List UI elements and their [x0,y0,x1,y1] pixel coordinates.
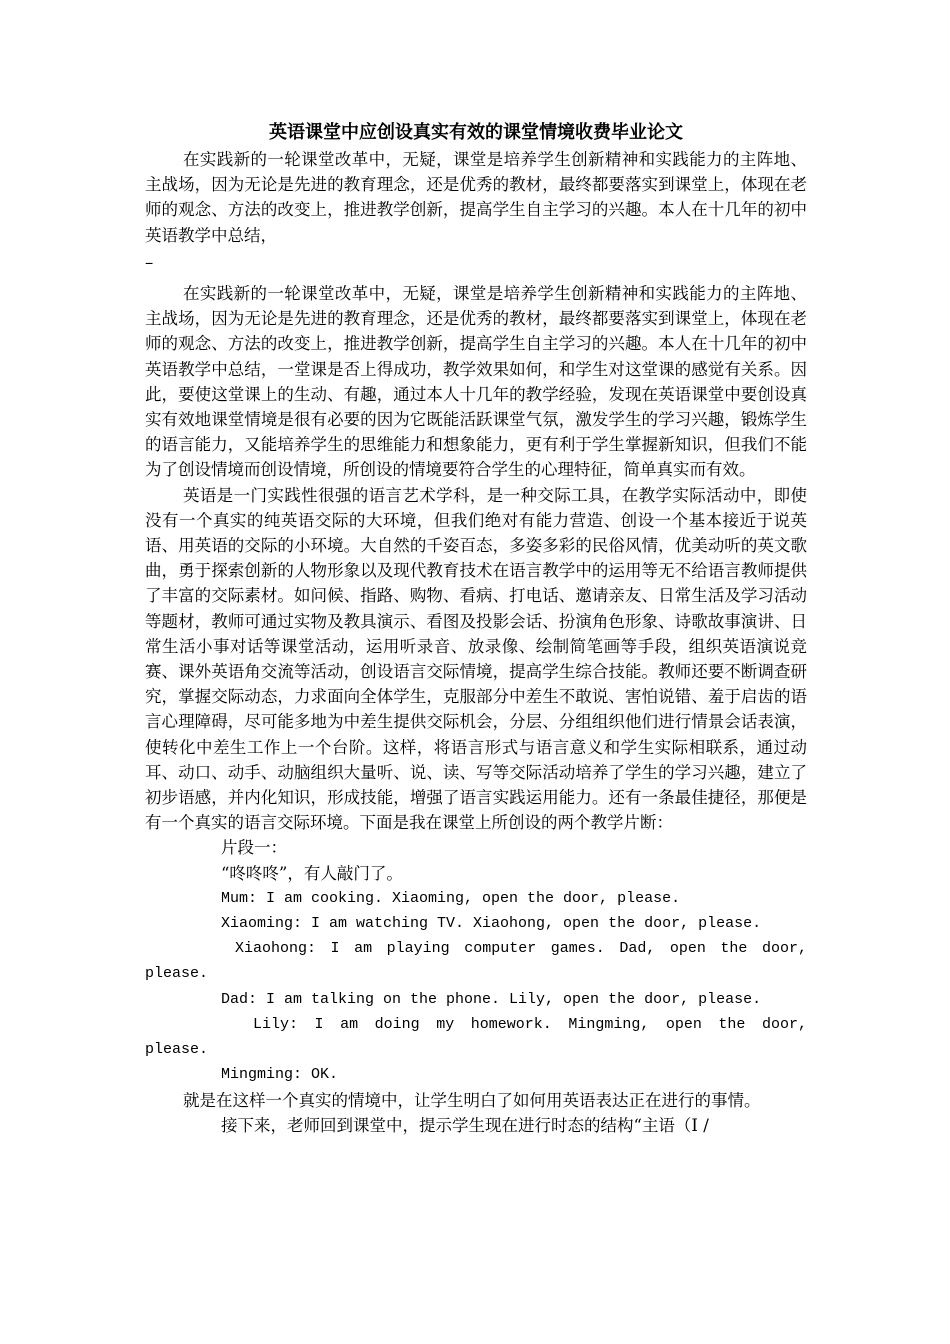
dialogue-line-mingming: Mingming: OK. [221,1066,339,1084]
dialogue-line-xiaohong: Xiaohong: I am playing computer games. Dad, open the door, please. [145,940,807,983]
dialogue-line-mum: Mum: I am cooking. Xiaoming, open the door, please. [221,889,681,907]
dialogue-heading: 片段一： [221,838,287,858]
body-paragraph-2: 英语是一门实践性很强的语言艺术学科，是一种交际工具，在教学实际活动中，即使没有一个真实的纯英语交际的大环境，但我们绝对有能力营造、创设一个基本接近于说英语、用英语的交际的小环境。大自然的千姿百态，多姿多彩的民俗风情，优美动听的英文歌曲，勇于探索创新的人物形象以及现代教育技术在语言教学中的运用等无不给语言教师提供了丰富的交际素材。如问候、指路、购物、看病、打电话、邀请亲友、日常生活及学习活动等题材，教师可通过实物及教具演示、看图及投影会话、扮演角色形象、诗歌故事演讲、日常生活小事对话等课堂活动，运用听录音、放录像、绘制简笔画等手段，组织英语演说竞赛、课外英语角交流等活动，创设语言交际情境，提高学生综合技能。教师还要不断调查研究，掌握交际动态，力求面向全体学生，克服部分中差生不敢说、害怕说错、羞于启齿的语言心理障碍，尽可能多地为中差生提供交际机会，分层、分组组织他们进行情景会话表演，使转化中差生工作上一个台阶。这样，将语言形式与语言意义和学生实际相联系，通过动耳、动口、动手、动脑组织大量听、说、读、写等交际活动培养了学生的学习兴趣，建立了初步语感，并内化知识，形成技能，增强了语言实践运用能力。还有一条最佳捷径，那便是有一个真实的语言交际环境。下面是我在课堂上所创设的两个教学片断： [145,485,807,833]
document-body [145,147,807,1138]
closing-paragraph-2: 接下来，老师回到课堂中，提示学生现在进行时态的结构“主语（I / [221,1115,709,1135]
body-paragraph-1: 在实践新的一轮课堂改革中，无疑，课堂是培养学生创新精神和实践能力的主阵地、主战场，因为无论是先进的教育理念，还是优秀的教材，最终都要落实到课堂上，体现在老师的观念、方法的改变上，推进教学创新，提高学生自主学习的兴趣。本人在十几年的初中英语教学中总结，一堂课是否上得成功，教学效果如何，和学生对这堂课的感觉有关系。因此，要使这堂课上的生动、有趣，通过本人十几年的教学经验，发现在英语课堂中要创设真实有效地课堂情境是很有必要的因为它既能活跃课堂气氛，激发学生的学习兴趣，锻炼学生的语言能力，又能培养学生的思维能力和想象能力，更有利于学生掌握新知识，但我们不能为了创设情境而创设情境，所创设的情境要符合学生的心理特征，简单真实而有效。 [145,284,807,480]
dialogue-line-lily: Lily: I am doing my homework. Mingming, open the door, please. [145,1015,807,1059]
document-title: 英语课堂中应创设真实有效的课堂情境收费毕业论文 [269,122,683,143]
separator-mark: – [145,252,154,272]
dialogue-line-xiaoming: Xiaoming: I am watching TV. Xiaohong, open the door, please. [221,915,762,933]
dialogue-scene: “咚咚咚”，有人敲门了。 [221,863,403,883]
dialogue-line-dad: Dad: I am talking on the phone. Lily, open the door, please. [221,990,762,1008]
intro-paragraph: 在实践新的一轮课堂改革中，无疑，课堂是培养学生创新精神和实践能力的主阵地、主战场，因为无论是先进的教育理念，还是优秀的教材，最终都要落实到课堂上，体现在老师的观念、方法的改变上，推进教学创新，提高学生自主学习的兴趣。本人在十几年的初中英语教学中总结， [145,150,807,245]
dialogue-section [145,835,807,1087]
closing-paragraph-1: 就是在这样一个真实的情境中，让学生明白了如何用英语表达正在进行的事情。 [182,1090,761,1110]
